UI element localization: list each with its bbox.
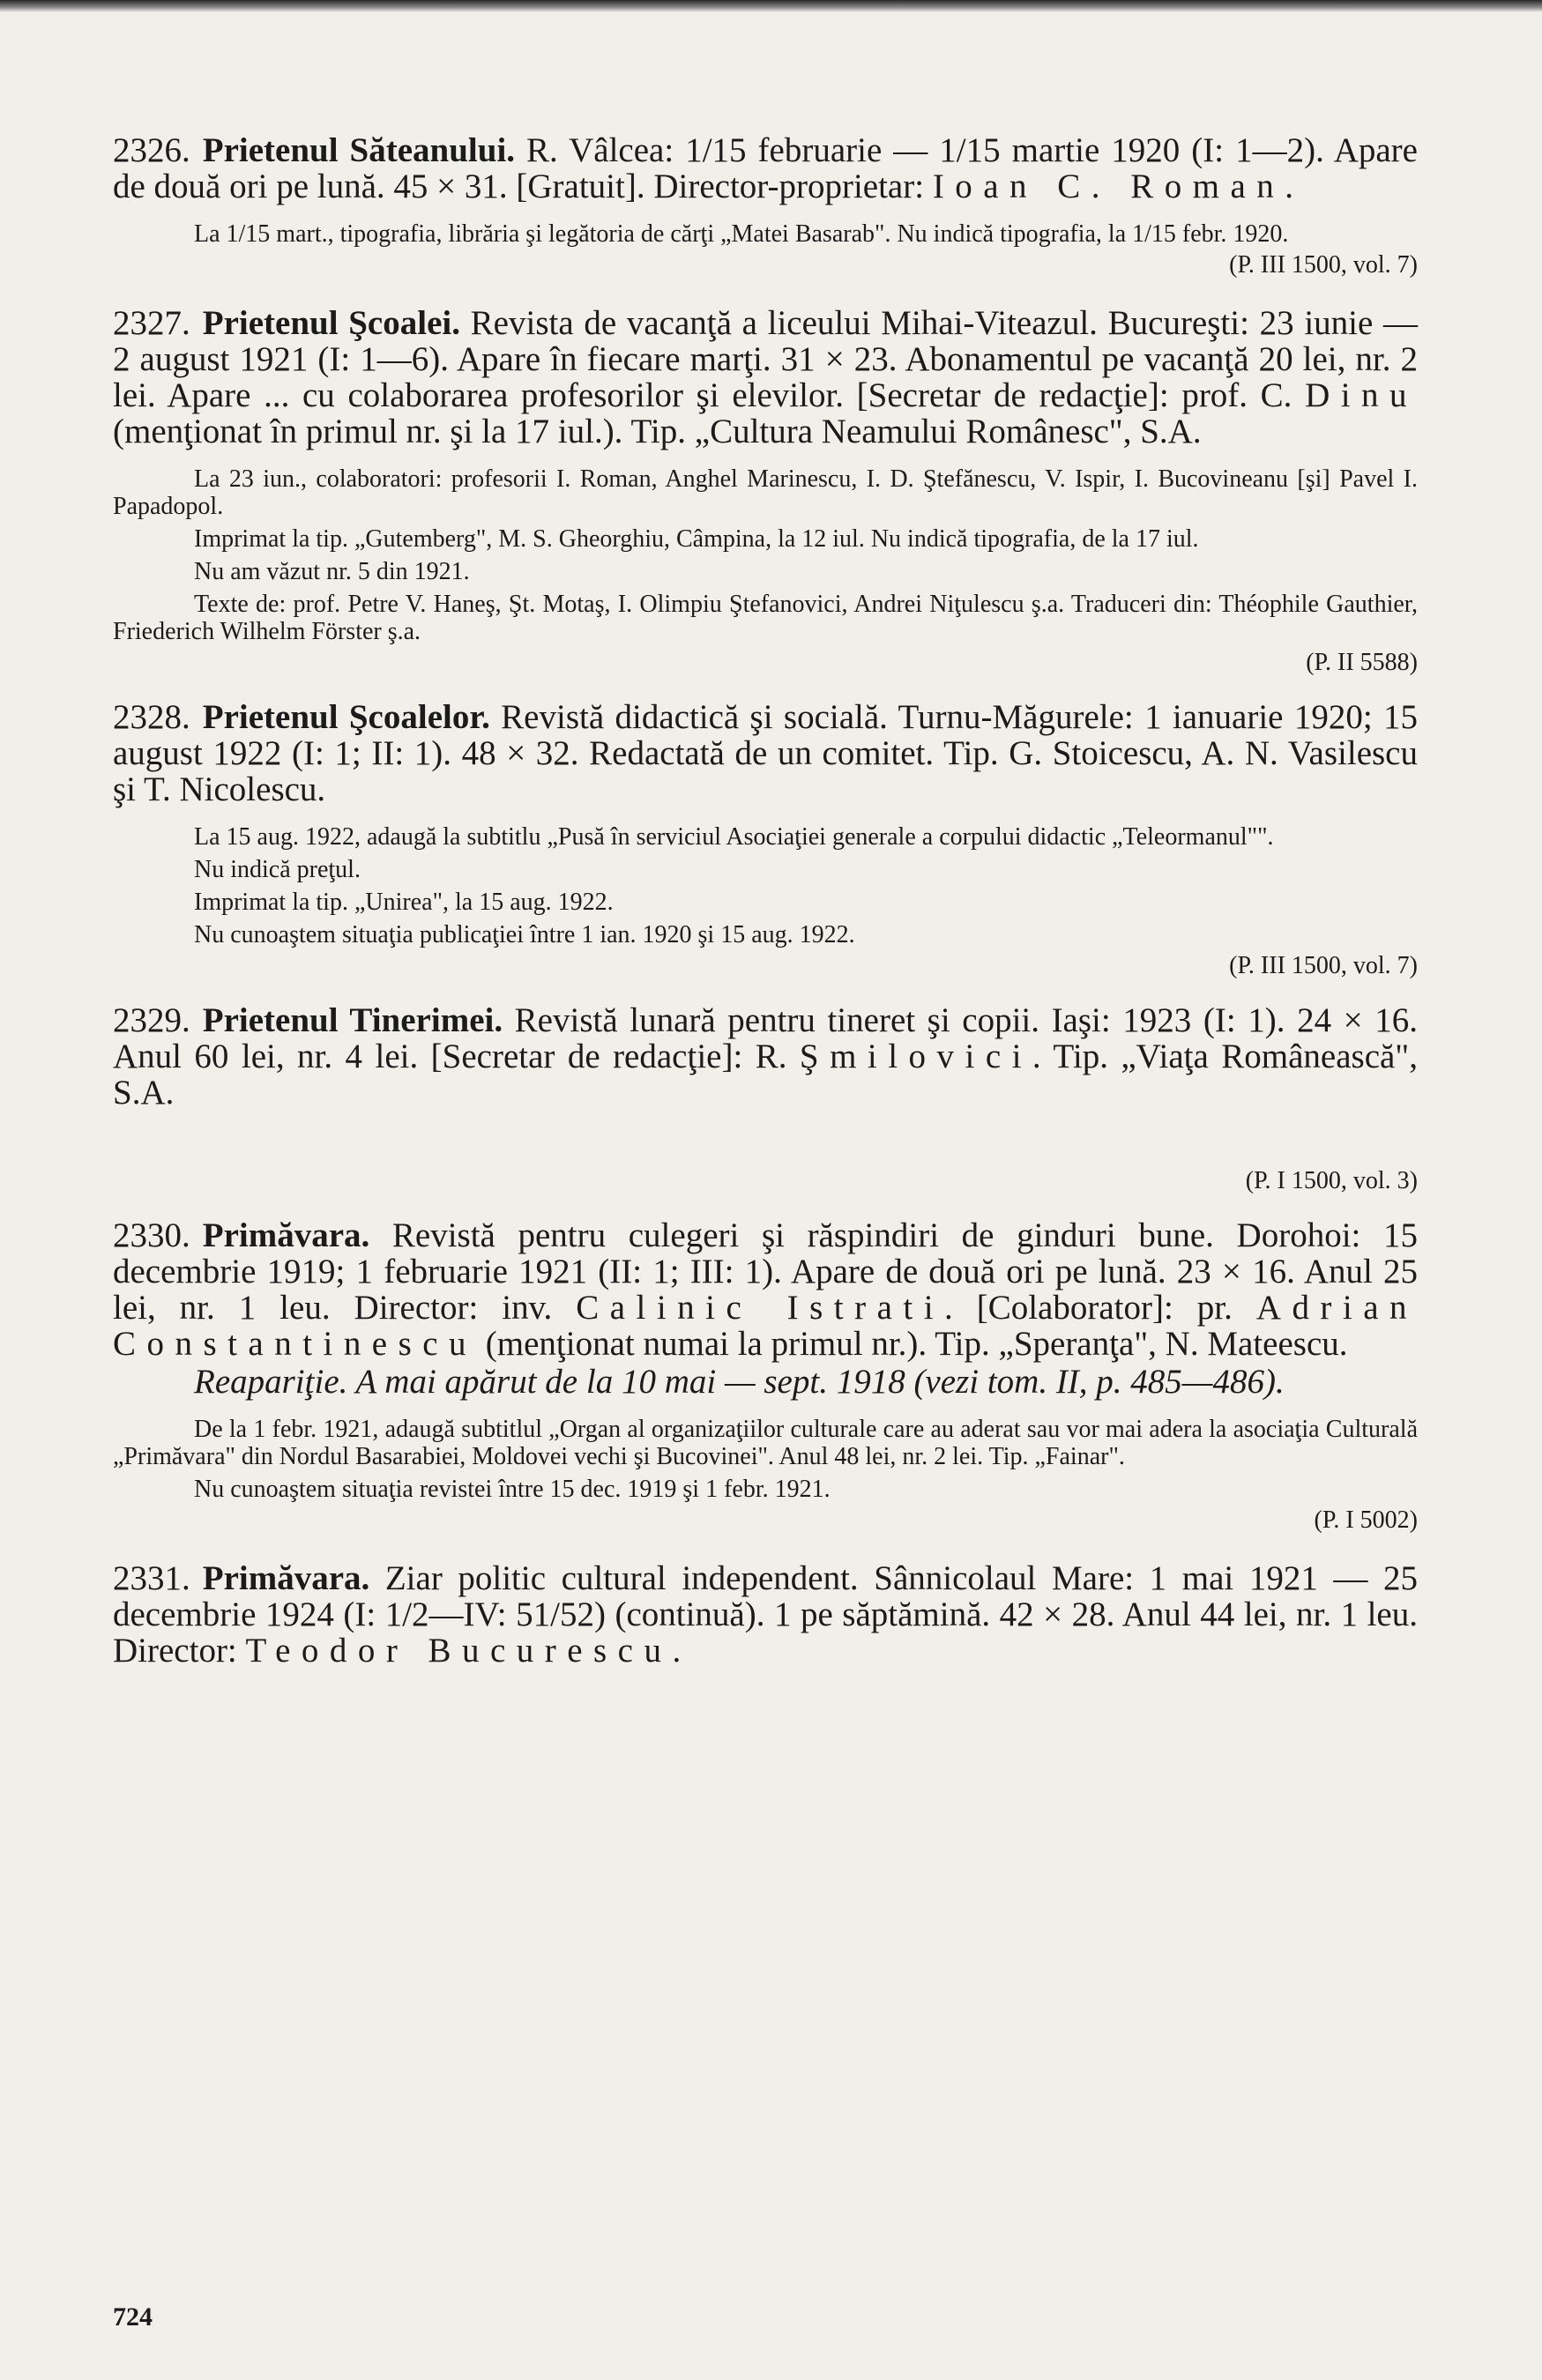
- entry-text-mid: . [Colaborator]: pr.: [944, 1289, 1256, 1327]
- entry-heading: [113, 132, 1418, 205]
- entry-heading: [113, 1002, 1418, 1111]
- entry-heading: [113, 699, 1418, 807]
- entry-note: Nu cunoaştem situaţia publicaţiei între 1 ian. 1920 şi 15 aug. 1922.: [194, 921, 855, 948]
- scan-top-edge: [0, 0, 1542, 12]
- entry-note: Nu cunoaştem situaţia revistei între 15 dec. 1919 şi 1 febr. 1921.: [194, 1476, 831, 1503]
- entry-text-end: .: [1285, 167, 1294, 205]
- entry-reference: (P. III 1500, vol. 7): [1229, 952, 1418, 979]
- reappearance-note: Reapariţie. A mai apărut de la 10 mai — sept. 1918 (vezi tom. II, p. 485—486).: [194, 1363, 1285, 1401]
- entry-text-end: .: [672, 1632, 682, 1670]
- entry-note: Imprimat la tip. „Gutemberg", M. S. Gheorghiu, Câmpina, la 12 iul. Nu indică tipografia, de la 17 iul.: [194, 525, 1199, 553]
- entry-2328: [113, 699, 1418, 979]
- person-name: Calinic Istrati: [576, 1289, 945, 1327]
- entry-text: Revista de vacanţă a liceului Mihai-Viteazul. Bucureşti: 23 iunie — 2 august 1921 (I: 1—6). Apare în fiecare marţi. 31 × 23. Abonamentul pe vacanţă 20 lei, nr. 2 lei. Apare ... cu colaborarea profesorilor şi elevilor. [Secretar de redacţie]: prof. C.: [113, 304, 1418, 414]
- person-name-2: Adrian Constantinescu: [113, 1289, 1418, 1363]
- entry-text-end: (menţionat numai la primul nr.). Tip. „Speranţa", N. Mateescu.: [477, 1325, 1348, 1363]
- entry-number: 2331.: [113, 1559, 190, 1597]
- entry-title: Prietenul Şcoalelor.: [202, 698, 490, 736]
- entry-title: Prietenul Săteanului.: [202, 131, 516, 169]
- entry-heading: [113, 1217, 1418, 1362]
- entry-text: R. Vâlcea: 1/15 februarie — 1/15 martie 1920 (I: 1—2). Apare de două ori pe lună. 45 × 31. [Gratuit]. Director-proprietar:: [113, 131, 1418, 205]
- entry-2329: [113, 1002, 1418, 1194]
- entry-note: Nu indică preţul.: [194, 856, 361, 883]
- entry-text-end: . Tip. „Viaţa Românească", S.A.: [113, 1038, 1418, 1112]
- entry-title: Primăvara.: [202, 1559, 370, 1597]
- entry-number: 2327.: [113, 304, 190, 342]
- entry-text: Revistă didactică şi socială. Turnu-Măgurele: 1 ianuarie 1920; 15 august 1922 (I: 1; II: 1). 48 × 32. Redactată de un comitet. Tip. G. Stoicescu, A. N. Vasilescu şi T. Nicolescu.: [113, 698, 1418, 808]
- entry-title: Prietenul Tinerimei.: [202, 1001, 503, 1039]
- entry-note: Nu am văzut nr. 5 din 1921.: [194, 558, 470, 585]
- entry-2330: [113, 1217, 1418, 1534]
- entry-heading: [113, 305, 1418, 450]
- entry-note: La 1/15 mart., tipografia, librăria şi legătoria de cărţi „Matei Basarab". Nu indică tipografia, la 1/15 febr. 1920.: [194, 220, 1289, 248]
- entry-note: De la 1 febr. 1921, adaugă subtitlul „Organ al organizaţiilor culturale care au aderat sau vor mai adera la asociaţia Culturală „Primăvara" din Nordul Basarabiei, Moldovei vechi şi Bucovinei". Anul 48 lei, nr. 2 lei. Tip. „Fainar".: [113, 1416, 1418, 1470]
- entry-title: Primăvara.: [202, 1216, 370, 1254]
- entry-reference: (P. I 1500, vol. 3): [1245, 1167, 1418, 1194]
- entry-number: 2326.: [113, 131, 190, 169]
- entry-text: Revistă pentru culegeri şi răspindiri de ginduri bune. Dorohoi: 15 decembrie 1919; 1 februarie 1921 (II: 1; III: 1). Apare de două ori pe lună. 23 × 16. Anul 25 lei, nr. 1 leu. Director: inv.: [113, 1216, 1418, 1327]
- person-name: Teodor Bucurescu: [245, 1632, 673, 1670]
- entry-note: Imprimat la tip. „Unirea", la 15 aug. 1922.: [194, 889, 614, 916]
- document-page: [113, 132, 1418, 1669]
- entry-number: 2330.: [113, 1216, 190, 1254]
- entry-text: Revistă lunară pentru tineret şi copii. Iaşi: 1923 (I: 1). 24 × 16. Anul 60 lei, nr. 4 lei. [Secretar de redacţie]: R.: [113, 1001, 1418, 1075]
- entry-2326: [113, 132, 1418, 279]
- person-name: Şmilovici: [799, 1038, 1032, 1075]
- entry-number: 2328.: [113, 698, 190, 736]
- entry-2331: [113, 1560, 1418, 1669]
- entry-heading: [113, 1560, 1418, 1669]
- entry-text: Ziar politic cultural independent. Sânnicolaul Mare: 1 mai 1921 — 25 decembrie 1924 (I: 1/2—IV: 51/52) (continuă). 1 pe săptămină. 42 × 28. Anul 44 lei, nr. 1 leu. Director:: [113, 1559, 1418, 1670]
- entry-note: La 15 aug. 1922, adaugă la subtitlu „Pusă în serviciul Asociaţiei generale a corpului didactic „Teleormanul"".: [194, 823, 1274, 851]
- page-number: 724: [113, 2302, 153, 2332]
- entry-text-end: (menţionat în primul nr. şi la 17 iul.). Tip. „Cultura Neamului Românesc", S.A.: [113, 413, 1202, 450]
- entry-note: La 23 iun., colaboratori: profesorii I. Roman, Anghel Marinescu, I. D. Ştefănescu, V. Ispir, I. Bucovineanu [şi] Pavel I. Papadopol.: [113, 465, 1418, 520]
- entry-reference: (P. I 5002): [1314, 1506, 1418, 1534]
- entry-title: Prietenul Şcoalei.: [202, 304, 460, 342]
- entry-reference: (P. III 1500, vol. 7): [1229, 251, 1418, 279]
- entry-number: 2329.: [113, 1001, 190, 1039]
- entry-2327: [113, 305, 1418, 676]
- entry-reference: (P. II 5588): [1306, 649, 1418, 676]
- person-name: Ioan C. Roman: [932, 167, 1285, 205]
- person-name: Dinu: [1305, 376, 1418, 414]
- entry-note: Texte de: prof. Petre V. Haneş, Şt. Motaş, I. Olimpiu Ştefanovici, Andrei Niţulescu ş.a. Traduceri din: Théophile Gauthier, Friederich Wilhelm Förster ş.a.: [113, 591, 1418, 645]
